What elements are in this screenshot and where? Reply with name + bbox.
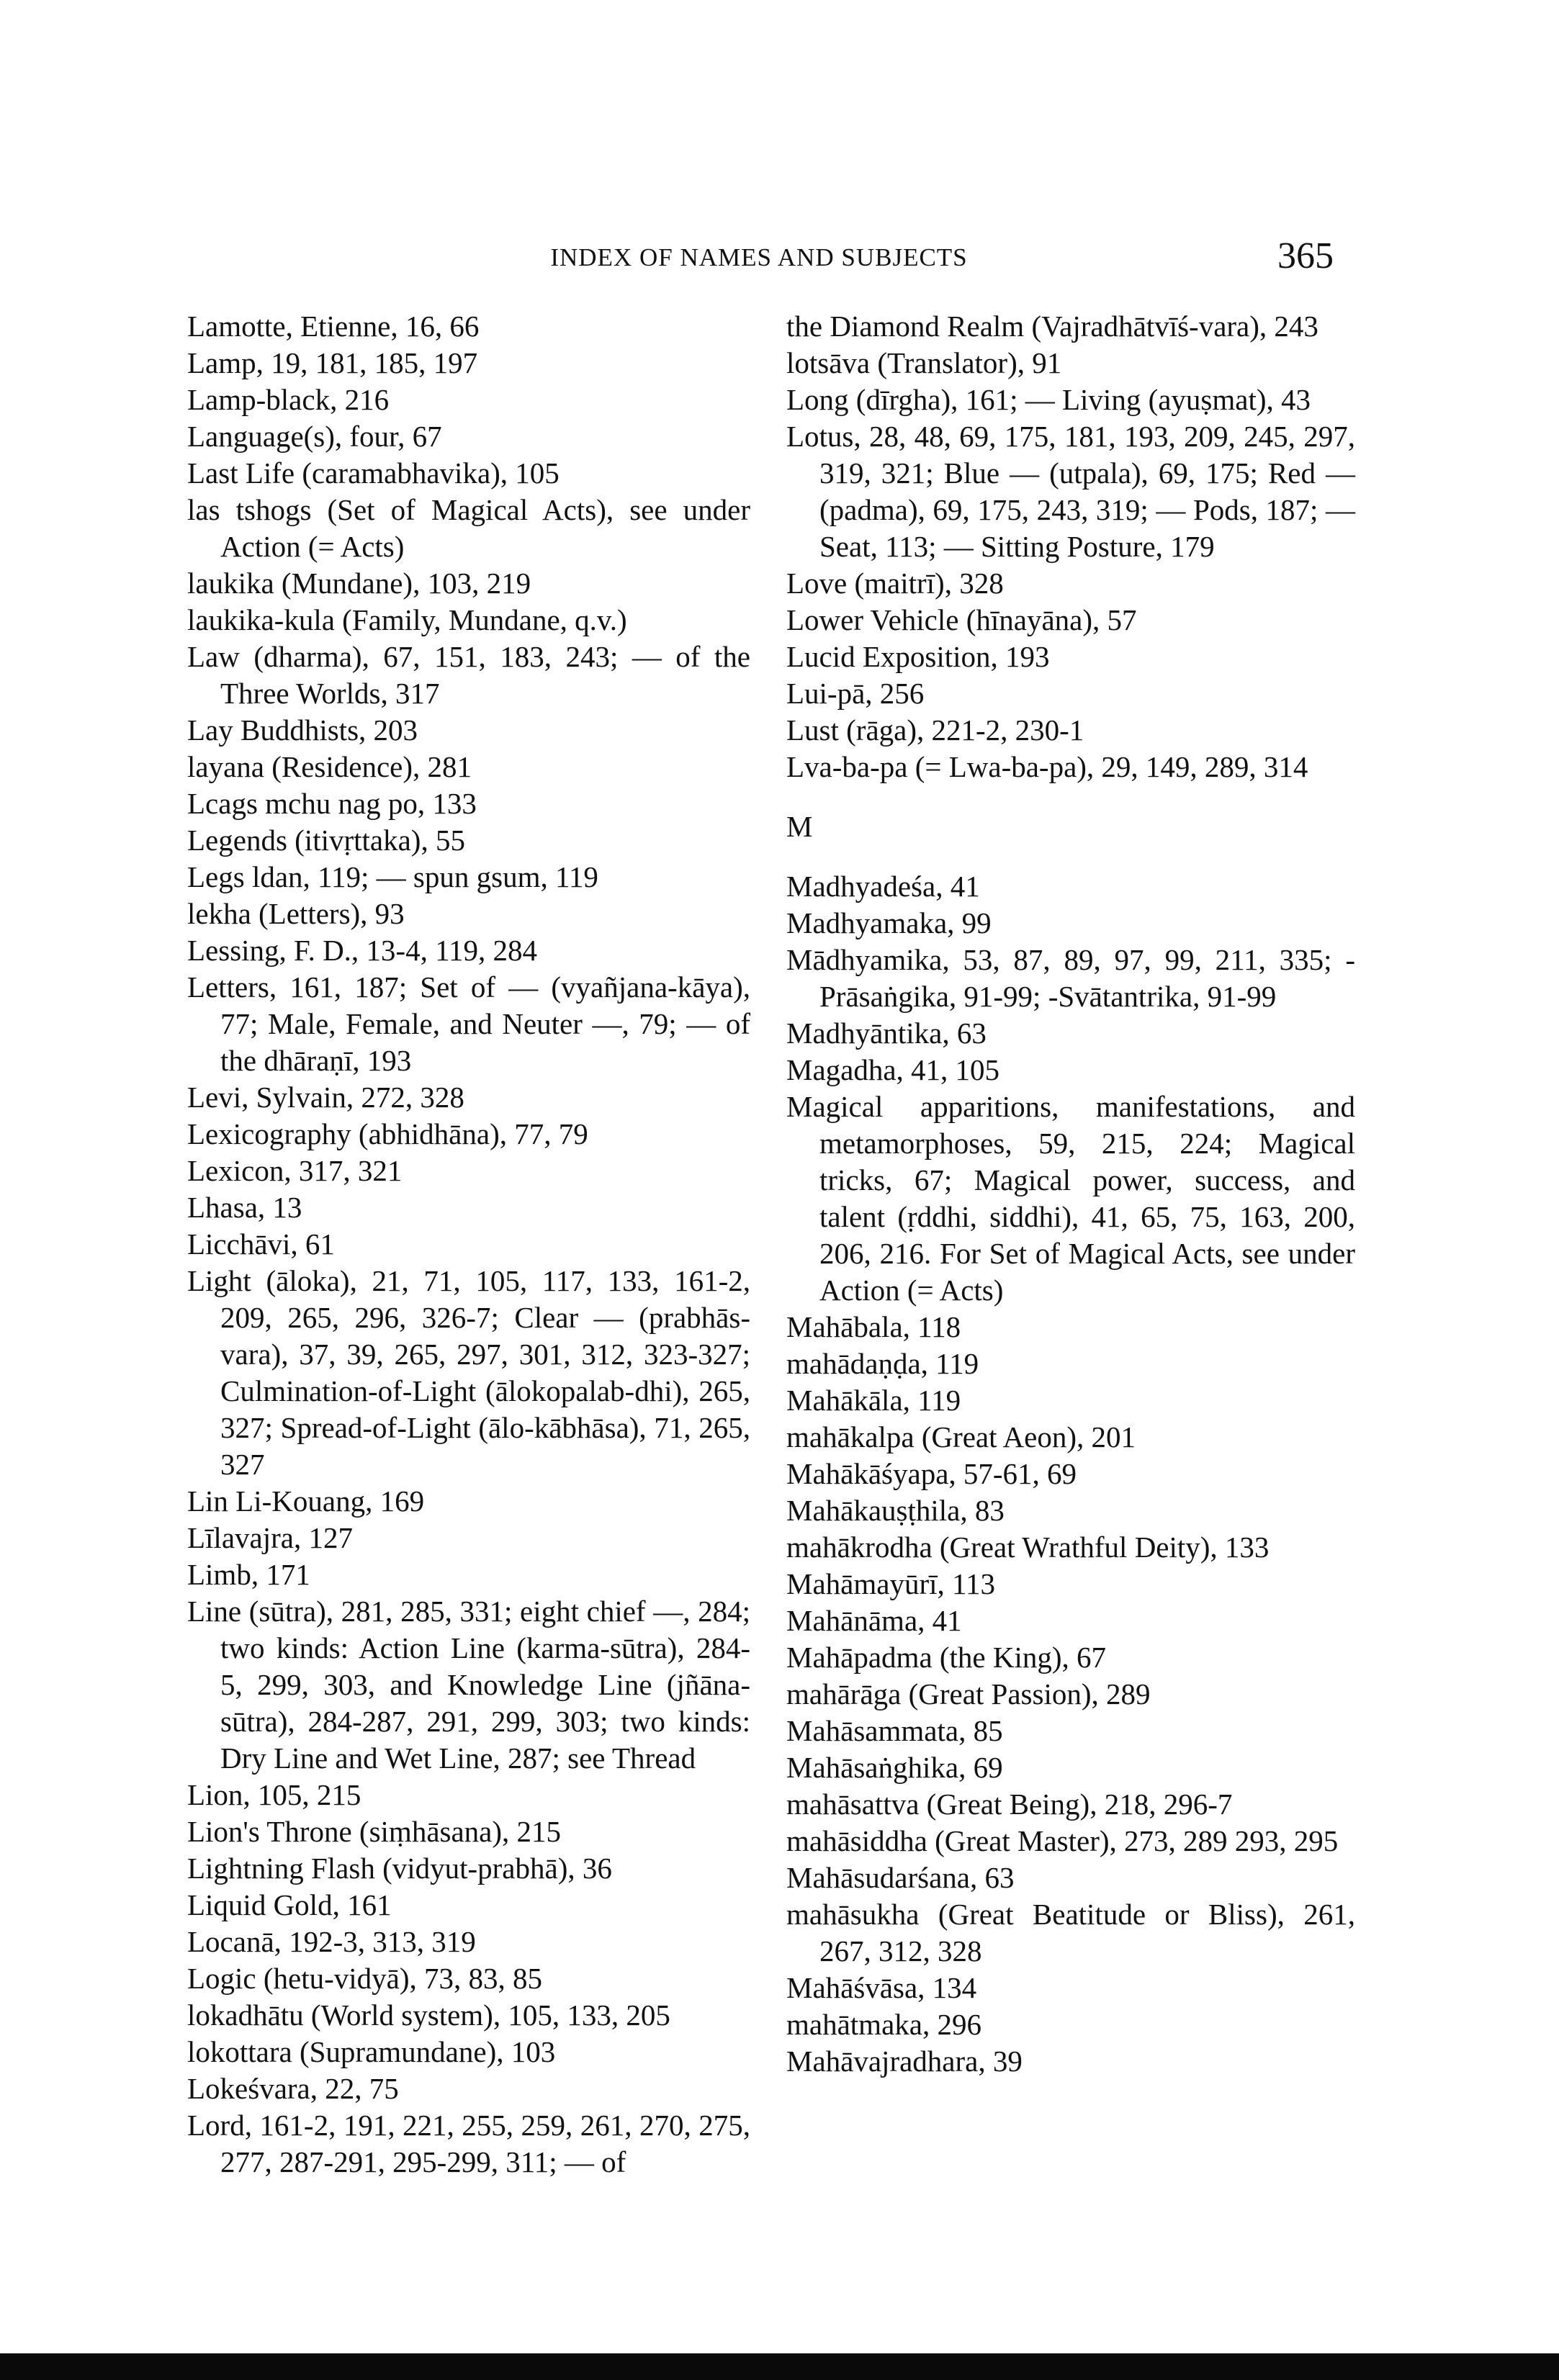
index-entry: Lokeśvara, 22, 75 [187,2072,399,2105]
index-entry: Lion's Throne (siṃhāsana), 215 [187,1815,562,1848]
index-entry: Liquid Gold, 161 [187,1888,392,1921]
index-entry: Lucid Exposition, 193 [786,640,1050,673]
index-entry: mahākalpa (Great Aeon), 201 [786,1420,1136,1453]
index-entry: lekha (Letters), 93 [187,897,405,930]
index-entry: Magical apparitions, manifestations, and metamorphoses, 59, 215, 224; Magical tricks, 67; Magical power, success, and talent (ṛddhi, siddhi), 41, 65, 75, 163, 200, 206, 216. For Set of Magical Acts, see under Action (= Acts) [786,1090,1355,1307]
index-entry: Logic (hetu-vidyā), 73, 83, 85 [187,1962,543,1995]
index-entry: lokottara (Supramundane), 103 [187,2035,556,2068]
running-header: INDEX OF NAMES AND SUBJECTS [550,243,968,271]
index-entry: Lamotte, Etienne, 16, 66 [187,310,480,343]
index-entry: the Diamond Realm (Vajradhātvīś-vara), 243 [786,310,1318,343]
index-entry: Līlavajra, 127 [187,1521,353,1554]
index-entry: Mahākāla, 119 [786,1384,961,1417]
index-entry: laukika (Mundane), 103, 219 [187,567,531,600]
index-entry: Lay Buddhists, 203 [187,713,418,747]
index-entry: Language(s), four, 67 [187,420,442,453]
right-column [786,308,1355,2080]
scan-edge-bar [0,2353,1559,2380]
index-entry: mahādaṇḍa, 119 [786,1347,979,1380]
index-entry: Madhyamaka, 99 [786,906,992,939]
index-entry: Law (dharma), 67, 151, 183, 243; — of the Three Worlds, 317 [187,640,750,710]
index-entry: Mahākauṣṭhila, 83 [786,1494,1005,1527]
index-entry: Line (sūtra), 281, 285, 331; eight chief —, 284; two kinds: Action Line (karma-sūtra), 284-5, 299, 303, and Knowledge Line (jñāna-sūtra), 284-287, 291, 299, 303; two kinds: Dry Line and Wet Line, 287; see Thread [187,1595,750,1775]
index-entry: lokadhātu (World system), 105, 133, 205 [187,1998,670,2032]
index-entry: mahāsattva (Great Being), 218, 296-7 [786,1788,1233,1821]
index-entry: Licchāvi, 61 [187,1227,335,1261]
index-entry: Light (āloka), 21, 71, 105, 117, 133, 161-2, 209, 265, 296, 326-7; Clear — (prabhās-vara), 37, 39, 265, 297, 301, 312, 323-327; Culmination-of-Light (ālokopalab-dhi), 265, 327; Spread-of-Light (ālo-kābhāsa), 71, 265, 327 [187,1264,750,1481]
index-entry: Lin Li-Kouang, 169 [187,1484,425,1518]
index-entry: Lotus, 28, 48, 69, 175, 181, 193, 209, 245, 297, 319, 321; Blue — (utpala), 69, 175; Red — (padma), 69, 175, 243, 319; — Pods, 187; — Seat, 113; — Sitting Posture, 179 [786,420,1355,563]
index-entry: Madhyāntika, 63 [786,1017,987,1050]
index-entry: Legs ldan, 119; — spun gsum, 119 [187,860,598,893]
index-entry: Lion, 105, 215 [187,1778,361,1811]
index-entry: Mahāsammata, 85 [786,1714,1003,1747]
index-entry: Mahāśvāsa, 134 [786,1971,977,2004]
index-entry: mahātmaka, 296 [786,2008,981,2041]
index-entry: Mahānāma, 41 [786,1604,962,1637]
index-entry: Lust (rāga), 221-2, 230-1 [786,713,1084,747]
left-column [187,308,750,2181]
index-entry: Lamp, 19, 181, 185, 197 [187,346,478,379]
index-entry: Lcags mchu nag po, 133 [187,787,477,820]
index-entry: Lui-pā, 256 [786,677,925,710]
index-entry: Mahāpadma (the King), 67 [786,1641,1107,1674]
index-entry: Mahākāśyapa, 57-61, 69 [786,1457,1077,1490]
index-entry: Lexicography (abhidhāna), 77, 79 [187,1117,588,1150]
index-entry: Mahābala, 118 [786,1310,961,1343]
index-entry: las tshogs (Set of Magical Acts), see under Action (= Acts) [187,493,750,563]
index-entry: Lessing, F. D., 13-4, 119, 284 [187,934,538,967]
index-entry: Mahāvajradhara, 39 [786,2045,1023,2078]
index-entry: mahārāga (Great Passion), 289 [786,1677,1151,1710]
index-entry: Lexicon, 317, 321 [187,1154,403,1187]
index-entry: Love (maitrī), 328 [786,567,1004,600]
index-entry: Lva-ba-pa (= Lwa-ba-pa), 29, 149, 289, 314 [786,750,1308,783]
index-entry: Last Life (caramabhavika), 105 [187,456,560,490]
index-entry: Mahāmayūrī, 113 [786,1567,995,1600]
index-entry: Locanā, 192-3, 313, 319 [187,1925,476,1958]
index-entry: Letters, 161, 187; Set of — (vyañjana-kāya), 77; Male, Female, and Neuter —, 79; — of the dhāraṇī, 193 [187,970,750,1077]
index-entry: Lower Vehicle (hīnayāna), 57 [786,603,1137,636]
index-entry: mahāsukha (Great Beatitude or Bliss), 261, 267, 312, 328 [786,1898,1355,1967]
index-entry: Mādhyamika, 53, 87, 89, 97, 99, 211, 335; -Prāsaṅgika, 91-99; -Svātantrika, 91-99 [786,943,1355,1013]
page-number: 365 [1277,235,1334,276]
index-entry: layana (Residence), 281 [187,750,472,783]
index-entry: Lightning Flash (vidyut-prabhā), 36 [187,1852,612,1885]
index-entry: mahāsiddha (Great Master), 273, 289 293, 295 [786,1824,1339,1857]
index-entry: Madhyadeśa, 41 [786,870,980,903]
index-entry: laukika-kula (Family, Mundane, q.v.) [187,603,627,636]
index-entry: Mahāsudarśana, 63 [786,1861,1015,1894]
index-entry: mahākrodha (Great Wrathful Deity), 133 [786,1531,1270,1564]
index-entry: Lhasa, 13 [187,1191,302,1224]
section-letter: M [786,810,813,843]
index-entry: Legends (itivṛttaka), 55 [187,824,465,857]
index-entry: Lord, 161-2, 191, 221, 255, 259, 261, 270, 275, 277, 287-291, 295-299, 311; — of [187,2109,750,2178]
index-entry: Limb, 171 [187,1558,310,1591]
index-entry: Levi, Sylvain, 272, 328 [187,1081,464,1114]
index-entry: Long (dīrgha), 161; — Living (ayuṣmat), 43 [786,383,1311,416]
index-entry: Magadha, 41, 105 [786,1053,1000,1086]
index-entry: Mahāsaṅghika, 69 [786,1751,1003,1784]
index-entry: Lamp-black, 216 [187,383,390,416]
index-entry: lotsāva (Translator), 91 [786,346,1062,379]
